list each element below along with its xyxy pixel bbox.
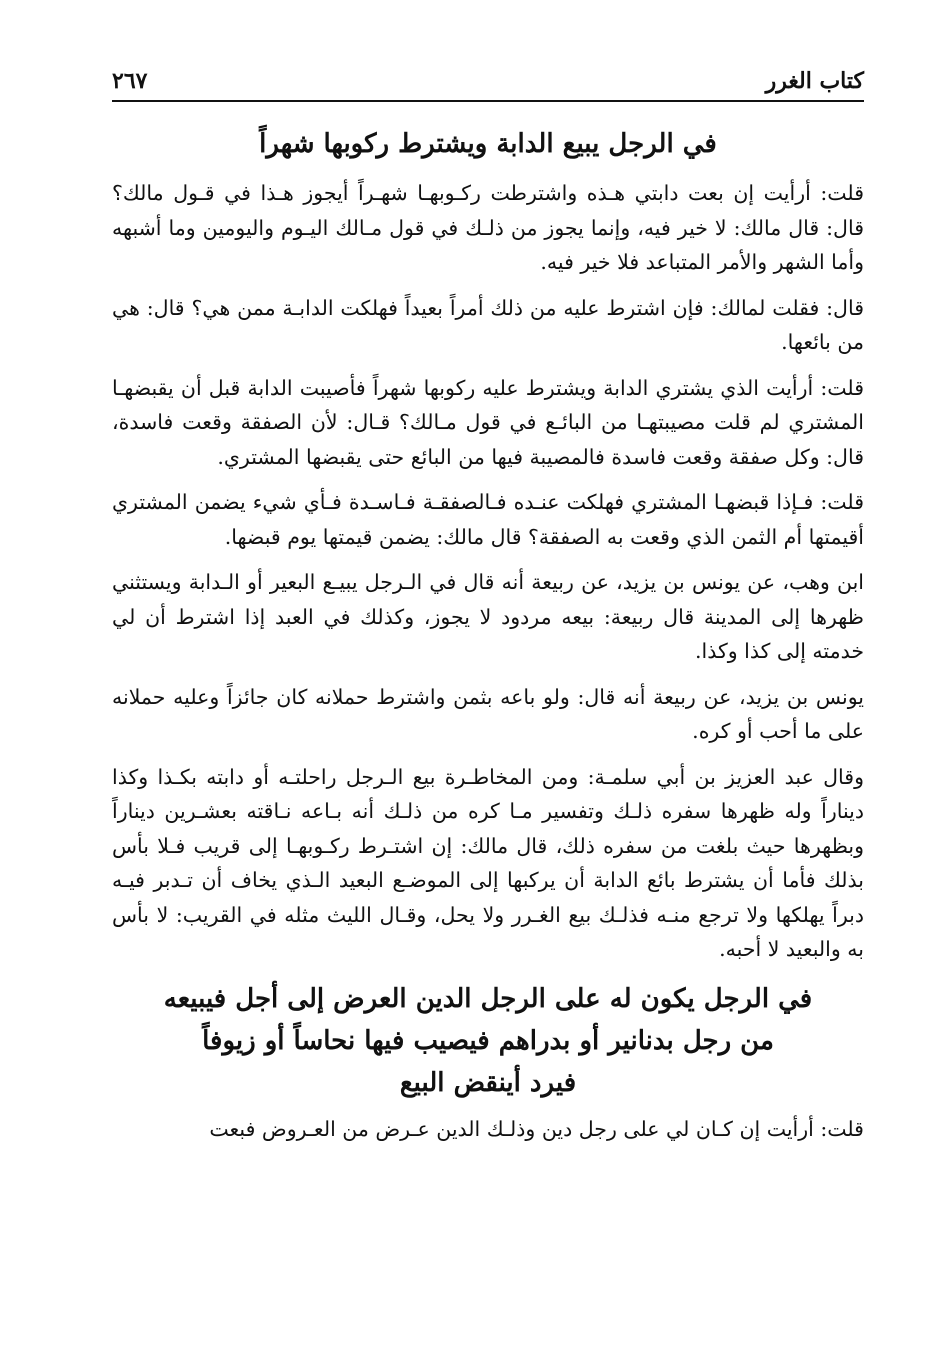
section-heading — [112, 978, 864, 1104]
running-header — [112, 56, 864, 102]
paragraph: قلت: أرأيت إن بعت دابتي هـذه واشترطت ركـوبهـا شهـراً أيجوز هـذا في قـول مالك؟ قال: قال مالك: لا خير فيه، وإنما يجوز من ذلـك في قول مـالك اليـوم واليومين وما أشبهه وأما الشهر والأمر المتباعد فلا خير فيه. — [112, 181, 864, 274]
section-heading-line: فيرد أينقض البيع — [399, 1067, 577, 1098]
paragraph: قال: فقلت لمالك: فإن اشترط عليه من ذلك أمراً بعيداً فهلكت الدابـة ممن هي؟ قال: هي من بائعها. — [112, 295, 864, 354]
paragraph: وقال عبد العزيز بن أبي سلمـة: ومن المخاطـرة بيع الـرجل راحلتـه أو دابته بكـذا وكذا ديناراً وله ظهرها سفره ذلـك وتفسير مـا كره من ذلـك أنه بـاعه نـاقته بعشـرين ديناراً وبظهرها حيث بلغت من سفره ذلك، قال مالك: إن اشتـرط ركـوبهـا إلى قريب فـلا بأس بذلك فأما أن يشترط بائع الدابة أن يركبها إلى الموضـع البعيد الـذي يخاف أن تـدبر فيـه دبراً يهلكها ولا ترجع منـه فذلـك بيع الغـرر ولا يحل، وقـال الليث مثله في القريب: لا بأس به والبعيد لا أحبه. — [112, 764, 864, 961]
section-heading-line: من رجل بدنانير أو بدراهم فيصيب فيها نحاساً أو زيوفاً — [202, 1025, 774, 1056]
paragraph: يونس بن يزيد، عن ربيعة أنه قال: ولو باعه بثمن واشترط حملانه كان جائزاً وعليه حملانه على ما أحب أو كره. — [112, 684, 864, 743]
section-heading: في الرجل يبيع الدابة ويشترط ركوبها شهراً — [259, 129, 717, 159]
page-content — [112, 116, 864, 1157]
paragraph: ابن وهب، عن يونس بن يزيد، عن ربيعة أنه قال في الـرجل يبيـع البعير أو الـدابة ويستثني ظهرها إلى المدينة قال ربيعة: بيعه مردود لا يجوز، وكذلك في العبد إذا اشترط أن لي خدمته إلى كذا وكذا. — [112, 570, 864, 663]
book-title: كتاب الغرر — [765, 68, 864, 94]
paragraph: قلت: فـإذا قبضهـا المشتري فهلكت عنـده فـالصفقـة فـاسـدة فـأي شيء يضمن المشتري أقيمتها أم الثمن الذي وقعت به الصفقة؟ قال مالك: يضمن قيمتها يوم قبضها. — [112, 490, 864, 549]
paragraph: قلت: أرأيت الذي يشتري الدابة ويشترط عليه ركوبها شهراً فأصيبت الدابة قبل أن يقبضهـا المشتري لم قلت مصيبتهـا من البائـع في قول مـالك؟ قـال: لأن الصفقة وقعت فاسدة، قال: وكل صفقة وقعت فاسدة فالمصيبة فيها من البائع حتى يقبضها المشتري. — [112, 375, 864, 469]
section-heading-line: في الرجل يكون له على الرجل الدين العرض إلى أجل فيبيعه — [163, 983, 813, 1014]
page-number: ٢٦٧ — [112, 68, 148, 94]
paragraph: قلت: أرأيت إن كـان لي على رجل دين وذلـك الدين عـرض من العـروض فبعت — [209, 1116, 864, 1141]
